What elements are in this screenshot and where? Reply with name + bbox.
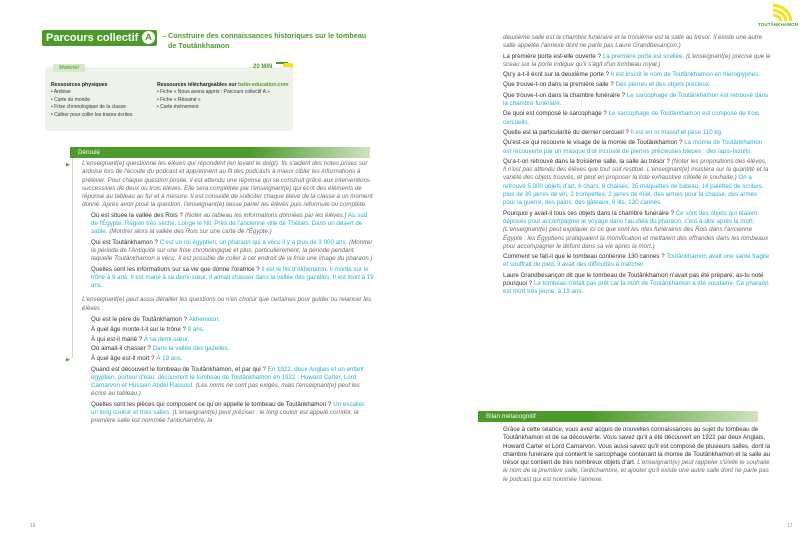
- answer: Un escalier, un long couloir et trois salles.: [91, 400, 366, 417]
- bullet-icon: ▶: [66, 357, 70, 363]
- answer: Akhenaton.: [187, 316, 220, 324]
- intro-paragraph: L'enseignant(e) questionne les élèves qui répondent (en levant le doigt). Ils s'aident des notes prises sur ardoise lors de l'écoute du podcast et apprennent au fil des podcasts à mieux cibler les informations à prélever. Pour chaque question posée, il est attendu une réponse qui se construit grâce aux interventions successives de deux ou trois élèves. Elle sera complétée par l'enseignant(e) qui écrit des éléments de réponse au tableau au fur et à mesure. Il est conseillé de solliciter chaque élève de la classe à un moment donné. Après avoir posé la question, l'enseignant(e) laisse parler les élèves puis reformule ou complète.: [82, 160, 373, 209]
- question: À qui est-il marié ?: [91, 335, 143, 343]
- physical-item: • Frise chronologique de la classe: [51, 104, 126, 111]
- qa-item: [82, 326, 374, 334]
- answer: La momie de Toutânkhamon est recouverte par un masque d'or incrusté de pierres précieuses bleues : des lapis-lazulis.: [503, 139, 763, 155]
- teacher-note: (Noter les propositions des élèves. Il n'est pas attendu des élèves que tout soit restitué. L'enseignant(e) insistera sur la quantité et la variété des objets trouvés, et peut en proposer la liste exhaustive s'il/elle le souhaite.): [503, 157, 769, 182]
- answer: Dans la vallée des gazelles.: [150, 345, 230, 353]
- bilan-body: [503, 426, 771, 521]
- question: Qui est le père de Toutânkhamon ?: [91, 316, 188, 324]
- download-item: • Fiche « Résumé »: [157, 96, 201, 103]
- question: À quel âge est-il mort ?: [91, 355, 155, 363]
- question: La première porte est-elle ouverte ?: [503, 52, 602, 60]
- deroule-header: Déroulé: [70, 147, 370, 158]
- answer: Le tombeau n'était pas prêt car la mort de Toutânkhamon a été soudaine. Ce pharaon est mort très jeune, à 19 ans.: [503, 280, 769, 296]
- physical-heading: Ressources physiques: [51, 82, 108, 88]
- qa-item: [503, 53, 771, 70]
- right-body: [503, 34, 771, 404]
- answer: Le sarcophage de Toutânkhamon est composé de trois cercueils.: [503, 110, 760, 126]
- bilan-header: Bilan métacognitif: [478, 411, 758, 422]
- toutankhamon-logo-icon: [755, 3, 795, 33]
- question: Pourquoi y avait-il tous ces objets dans la chambre funéraire ?: [503, 209, 674, 217]
- teacher-note: (Montrer alors la vallée des Rois sur une carte de l'Égypte.): [107, 228, 272, 236]
- duration-badge: 20 MIN: [253, 64, 273, 70]
- qa-item: [503, 158, 771, 208]
- qa-item: [503, 272, 771, 297]
- question: De quoi est composé le sarcophage ?: [503, 110, 607, 118]
- question: Qu'a-t-on retrouvé dans la troisième salle, la salle au trésor ?: [503, 157, 670, 165]
- question: Laure Grandbesançon dit que le tombeau de Toutânkhamon n'avait pas été préparé, as-tu noté pourquoi ?: [503, 271, 764, 288]
- qa-item: [503, 71, 771, 79]
- badge-a: A: [142, 31, 155, 44]
- answer: 9 ans.: [185, 325, 205, 333]
- teacher-note: L'enseignant(e) peut rappeler s'il/elle le souhaite le nom de la première salle, l'antichambre, et ajouter qu'il existe une autre salle dont ne parle pas le podcast qui est nommée l'annexe.: [503, 459, 770, 483]
- download-resources: [157, 82, 291, 112]
- bilan-text: Grâce à cette séance, vous avez acquis de nouvelles connaissances au sujet du tombeau de Toutânkhamon et de sa découverte. Vous savez qu'il a été découvert en 1922 par deux Anglais, Howard Carter et Lord Carnarvon. Vous aussi savez qu'il est composé de plusieurs salles, dont la chambre funéraire qui contient le sarcophage contenant la momie de Toutânkhamon et la salle au trésor qui contient de très nombreux objets d'art.: [503, 426, 771, 467]
- parcours-banner: [42, 30, 157, 46]
- qa-item: [503, 129, 771, 137]
- physical-item: • Cahier pour coller les traces écrites: [51, 111, 133, 118]
- materiel-tag: Matériel: [53, 64, 85, 72]
- page-number: 17: [787, 523, 793, 529]
- banner-title: Parcours collectif: [46, 32, 139, 44]
- page-number: 16: [30, 523, 36, 529]
- answer: Il est en or massif et pèse 110 kg.: [628, 128, 723, 136]
- continued-note: deuxième salle est la chambre funéraire et la troisième est la salle au trésor. Il existe une autre salle appelée l'annexe dont ne parle pas Laure Grandbesançon.): [503, 34, 763, 50]
- qa-item: [82, 355, 374, 363]
- question: Qui est Toutânkhamon ?: [91, 238, 158, 246]
- materiel-box: [45, 64, 293, 131]
- teacher-note: (L'enseignant(e) précise que le sceau sur la porte indique qu'il s'agit d'un tombeau royal.): [503, 52, 771, 68]
- question: Quelles sont les informations sur sa vie que donne l'oratrice ?: [91, 265, 260, 273]
- download-link[interactable]: belin-education.com: [238, 82, 289, 88]
- question: À quel âge monte-t-il sur le trône ?: [91, 325, 186, 333]
- teacher-note: (Les noms ne sont pas exigés, mais l'enseignant(e) peut les écrire au tableau.): [91, 382, 360, 398]
- answer: Il est inscrit le nom de Toutânkhamon en hiéroglyphes.: [609, 71, 760, 79]
- bilan-paragraph: [503, 426, 771, 484]
- answer: Des pierres et des objets précieux.: [613, 81, 711, 89]
- question: Que trouve-t-on dans la première salle ?: [503, 81, 614, 89]
- qa-item: [82, 266, 374, 291]
- qa-item: [503, 139, 771, 156]
- physical-item: • Carte du monde: [51, 96, 90, 103]
- section-rule: [72, 158, 73, 358]
- qa-item: [82, 212, 374, 237]
- question: Quelles sont les pièces qui composent ce qu'on appelle le tombeau de Toutânkhamon ?: [91, 400, 332, 408]
- download-item: • Fiche « Nous avons appris : Parcours collectif A »: [157, 89, 270, 96]
- question: Quelle est la particularité du dernier cercueil ?: [503, 128, 629, 136]
- question: Comment se fait-il que le tombeau contienne 130 cannes ?: [503, 253, 665, 261]
- qa-item: [82, 316, 374, 324]
- download-heading: [157, 82, 288, 88]
- right-page: [400, 0, 800, 533]
- arrow-icon: →: [160, 31, 168, 40]
- answer: Toutânkhamon avait une santé fragile et souffrait du pied, il avait des difficultés à marcher.: [503, 253, 770, 269]
- answer: Il est le fils d'Akhenaton. Il monte sur le trône à 9 ans. Il est marié à sa demi-sœur. Il aimait chasser dans la vallée des gazelles. Il est mort à 19 ans.: [91, 265, 374, 290]
- qa-item: [503, 92, 771, 109]
- question: Que trouve-t-on dans la chambre funéraire ?: [503, 91, 626, 99]
- qa-item: [503, 210, 771, 251]
- teacher-note: (L'enseignant(e) peut expliquer ici ce que sont les rites funéraires des Rois dans l'ancienne Égypte : les Égyptiens pratiquaient la momification et mettaient des offrandes dans les tombeaux pour accompagner le défunt dans sa vie après la mort.): [503, 226, 769, 250]
- qa-item: [503, 110, 771, 127]
- qa-item: [503, 81, 771, 89]
- teacher-note: (L'enseignant(e) peut préciser : le long couloir est appelé corridor, la première salle est nommée l'antichambre, la: [91, 409, 359, 425]
- question: Qu'y a-t-il écrit sur la deuxième porte ?: [503, 71, 610, 79]
- qa-item: [82, 366, 374, 399]
- qa-item: [82, 401, 374, 426]
- question: Qu'est-ce qui recouvre le visage de la momie de Toutânkhamon ?: [503, 139, 683, 147]
- bullet-icon: ▶: [66, 162, 70, 168]
- logo-text: TOUTÂNKHAMON: [758, 22, 799, 27]
- answer: Ce sont des objets qui étaient déposés pour accompagner le voyage dans l'au-delà du pharaon, c'est-à-dire après la mort.: [503, 209, 758, 225]
- qa-item: [503, 253, 771, 270]
- answer: La première porte est scellée.: [601, 52, 685, 60]
- answer: On a retrouvé 5 000 objets d'art, 6 chars, 6 chaises, 35 maquettes de bateau, 14 palettes de scribes, plus de 30 jarres de vin, 2 trompettes, 2 jarres de miel, des armes pour la chasse, des armes pour la guerre, des pains, des gâteaux, 6 lits, 130 cannes.: [503, 174, 764, 207]
- download-heading-text: Ressources téléchargeables sur: [157, 82, 239, 88]
- answer: À 19 ans.: [154, 355, 183, 363]
- section-title: Construire des connaissances historiques sur le tombeau de Toutânkhamon: [168, 31, 367, 50]
- download-item: • Carte événement: [157, 104, 199, 111]
- physical-resources: [51, 82, 151, 119]
- question: Où aimait-il chasser ?: [91, 345, 151, 353]
- answer: Au sud de l'Égypte. Région très sèche. Longe le Nil. Près de l'ancienne ville de Thèbes. Dans un désert de sable.: [91, 211, 368, 236]
- physical-item: • Ardoise: [51, 89, 71, 96]
- qa-item: [82, 345, 374, 353]
- teacher-note: (Montrer la période de l'Antiquité sur une frise chronologique et plus, particulièrement, la période pendant laquelle Toutânkhamon a vécu. Il est possible de coller à cet endroit de la frise une image du pharaon.): [91, 238, 373, 263]
- intro-paragraph-2: L'enseignant(e) peut aussi détailler les questions ou n'en choisir que certaines pour guider ou relancer les élèves :: [82, 296, 372, 312]
- left-body: [82, 160, 374, 520]
- question: Où est située la vallée des Rois ?: [91, 211, 183, 219]
- answer: C'est un roi égyptien, un pharaon qui a vécu il y a plus de 3 000 ans.: [157, 238, 348, 246]
- question: Quand est découvert le tombeau de Toutânkhamon, et par qui ?: [91, 365, 266, 373]
- answer: Le sarcophage de Toutânkhamon est retrouvé dans la chambre funéraire.: [503, 91, 769, 108]
- answer: En 1922, deux Anglais et un enfant égyptien, porteur d'eau, découvrent le tombeau de Toutânkhamon en 1922 : Howard Carter, Lord Carnarvon et Hussein Abdel Rassoul.: [91, 365, 364, 390]
- qa-item: [82, 239, 374, 264]
- qa-item: [82, 336, 374, 344]
- teacher-note: (Noter au tableau les informations données par les élèves.): [182, 211, 347, 219]
- answer: À sa demi-sœur.: [142, 335, 190, 343]
